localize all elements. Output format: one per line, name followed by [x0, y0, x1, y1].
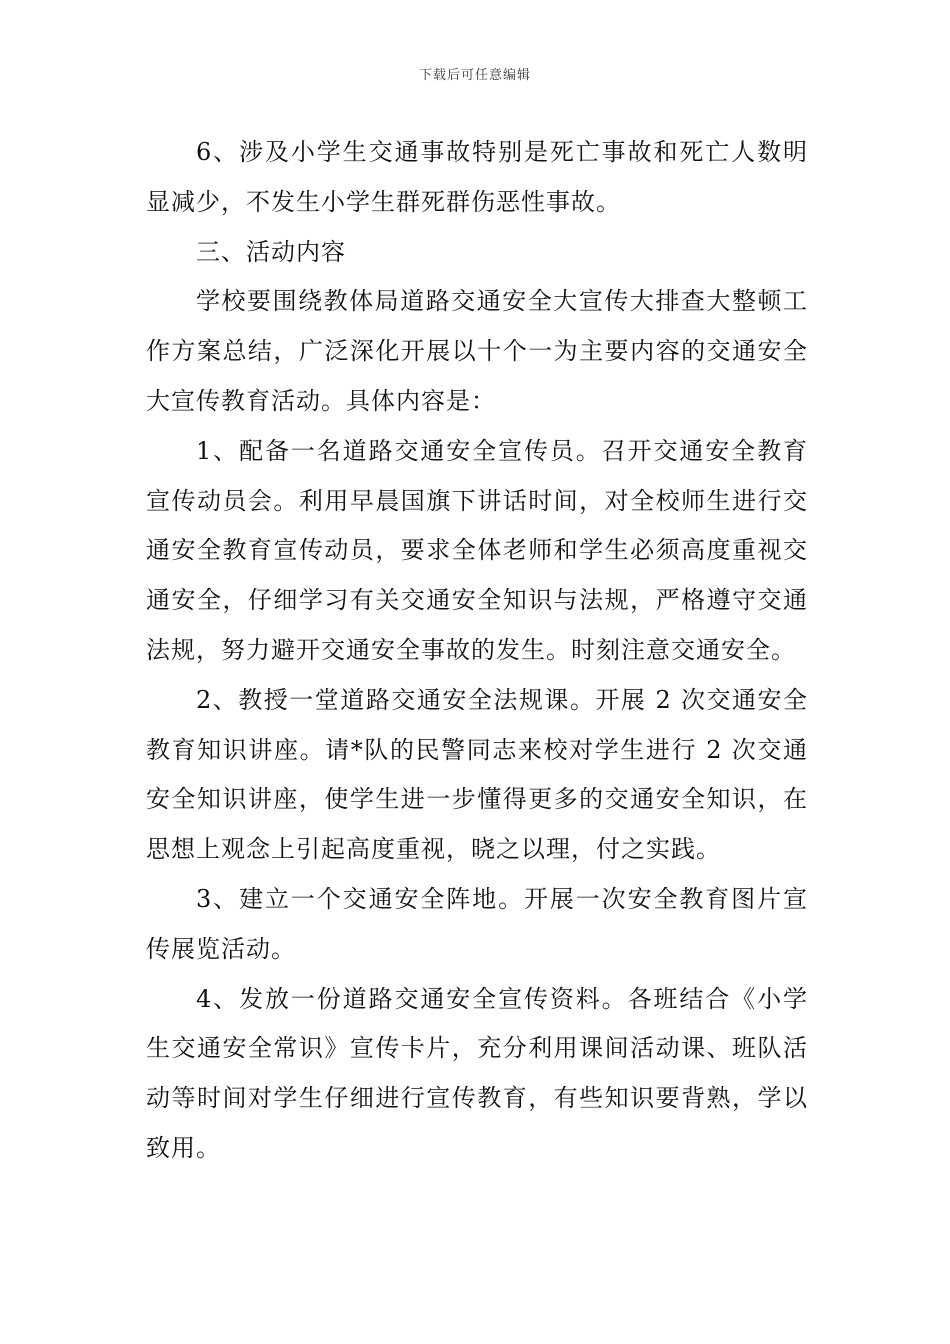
page-header-note: 下载后可任意编辑 [418, 68, 531, 83]
paragraph-goal-6: 6、涉及小学生交通事故特别是死亡事故和死亡人数明显减少，不发生小学生群死群伤恶性事故。 [146, 138, 808, 216]
paragraph-intro: 学校要围绕教体局道路交通安全大宣传大排查大整顿工作方案总结，广泛深化开展以十个一为主要内容的交通安全大宣传教育活动。具体内容是： [146, 287, 808, 415]
paragraph-item-3: 3、建立一个交通安全阵地。开展一次安全教育图片宣传展览活动。 [146, 884, 808, 963]
paragraph-item-4: 4、发放一份道路交通安全宣传资料。各班结合《小学生交通安全常识》宣传卡片，充分利用课间活动课、班队活动等时间对学生仔细进行宣传教育，有些知识要背熟，学以致用。 [146, 984, 808, 1162]
paragraph-item-2: 2、教授一堂道路交通安全法规课。开展 2 次交通安全教育知识讲座。请*队的民警同志来校对学生进行 2 次交通安全知识讲座，使学生进一步懂得更多的交通安全知识，在思想上观念上引起高度重视，晓之以理，付之实践。 [146, 685, 808, 864]
document-body [146, 128, 808, 1174]
paragraph-item-1: 1、配备一名道路交通安全宣传员。召开交通安全教育宣传动员会。利用早晨国旗下讲话时间，对全校师生进行交通安全教育宣传动员，要求全体老师和学生必须高度重视交通安全，仔细学习有关交通安全知识与法规，严格遵守交通法规，努力避开交通安全事故的发生。时刻注意交通安全。 [146, 436, 808, 664]
section-heading-activity-content: 三、活动内容 [196, 237, 346, 266]
